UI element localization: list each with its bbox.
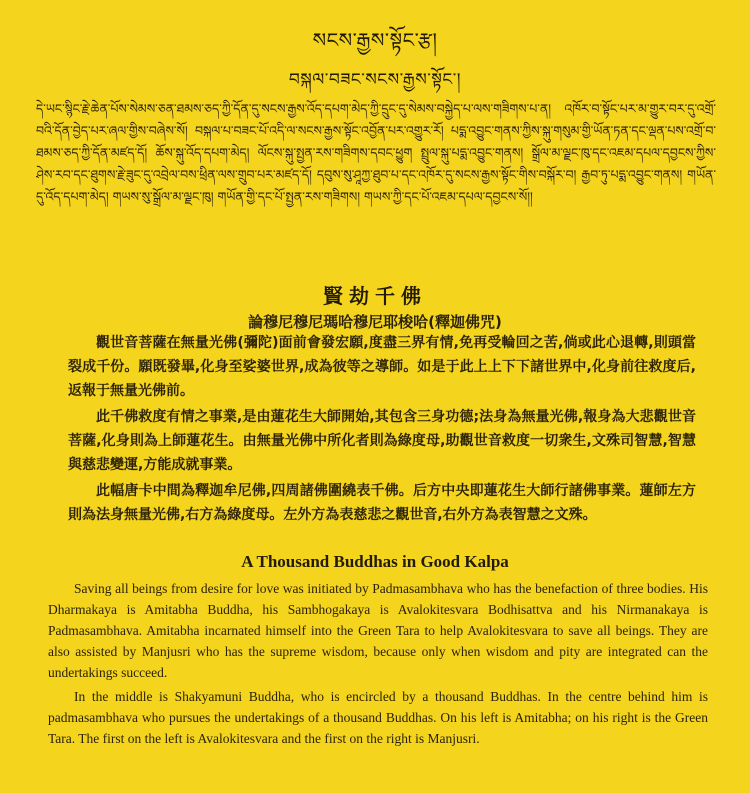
- english-paragraph-2: In the middle is Shakyamuni Buddha, who is encircled by a thousand Buddhas. In the centre behind him is padmasambhava who pursues the undertakings of a thousand Buddhas. On his left is Amitabha; on his right is the Green Tara. The first on the left is Avalokitesvara and the first on the right is Manjusri.: [48, 689, 708, 746]
- tibetan-body-text: དེ་ཡང་སྙིང་རྗེ་ཆེན་པོས་སེམས་ཅན་ཐམས་ཅད་ཀྱི་དོན་དུ་སངས་རྒྱས་འོད་དཔག་མེད་ཀྱི་དྲུང་དུ་སེམས་བསྐྱེད་པ་ལས་གཟིགས་པ་ན། འཁོར་བ་སྟོང་པར་མ་གྱུར་བར་དུ་འགྲོ་བའི་དོན་བྱེད་པར་ཞལ་གྱིས་བཞེས་སོ། བསྐལ་པ་བཟང་པོ་འདི་ལ་སངས་རྒྱས་སྟོང་འབྱོན་པར་འགྱུར་རོ། པདྨ་འབྱུང་གནས་ཀྱིས་སྐུ་གསུམ་གྱི་ཡོན་ཏན་དང་ལྡན་པས་འགྲོ་བ་ཐམས་ཅད་ཀྱི་དོན་མཛད་དོ། ཆོས་སྐུ་འོད་དཔག་མེད། ལོངས་སྐུ་སྤྱན་རས་གཟིགས་དབང་ཕྱུག སྤྲུལ་སྐུ་པདྨ་འབྱུང་གནས། སྒྲོལ་མ་ལྗང་ཁུ་དང་འཇམ་དཔལ་དབྱངས་ཀྱིས་ཤེས་རབ་དང་ཐུགས་རྗེ་ཟུང་དུ་འབྲེལ་བས་ཕྲིན་ལས་གྲུབ་པར་མཛད་དོ། དབུས་སུ་ཤཱཀྱ་ཐུབ་པ་དང་འཁོར་དུ་སངས་རྒྱས་སྟོང་གིས་བསྐོར་བ། རྒྱབ་ཏུ་པདྨ་འབྱུང་གནས། གཡོན་དུ་འོད་དཔག་མེད། གཡས་སུ་སྒྲོལ་མ་ལྗང་ཁུ། གཡོན་གྱི་དང་པོ་སྤྱན་རས་གཟིགས། གཡས་ཀྱི་དང་པོ་འཇམ་དཔལ་དབྱངས་སོ།།: [36, 101, 716, 204]
- english-paragraph-1: Saving all beings from desire for love was initiated by Padmasambhava who has the benefaction of three bodies. His Dharmakaya is Amitabha Buddha, his Sambhogakaya is Avalokitesvara Bodhisattva and his Nirmanakaya is Padmasambhava. Amitabha incarnated himself into the Green Tara to help Avalokitesvara to save all beings. They are also assisted by Manjusri who has the supreme wisdom, because only when wisdom and pity are integrated can the undertakings succeed.: [48, 581, 708, 680]
- chinese-paragraph-2: 此千佛救度有情之事業,是由蓮花生大師開始,其包含三身功德;法身為無量光佛,報身為大悲觀世音菩薩,化身則為上師蓮花生。由無量光佛中所化者則為綠度母,助觀世音救度一切衆生,文殊司智慧,智慧與慈悲變運,方能成就事業。: [68, 409, 696, 473]
- chinese-paragraph-3: 此幅唐卡中間為釋迦牟尼佛,四周諸佛圍繞表千佛。后方中央即蓮花生大師行諸佛事業。蓮師左方則為法身無量光佛,右方為綠度母。左外方為表慈悲之觀世音,右外方為表智慧之文殊。: [68, 483, 696, 523]
- chinese-paragraph-1: 觀世音菩薩在無量光佛(彌陀)面前會發宏願,度盡三界有情,免再受輪回之苦,倘或此心退轉,則頭當裂成千份。願既發畢,化身至娑婆世界,成為彼等之導師。如是于此上上下下諸世界中,化身前往救度后,返報于無量光佛前。: [68, 335, 696, 399]
- chinese-subtitle-mantra: 論穆尼穆尼瑪哈穆尼耶梭哈(釋迦佛咒): [248, 313, 502, 331]
- chinese-title: 賢劫千佛: [323, 284, 427, 308]
- tibetan-title-line-1: སངས་རྒྱས་སྟོང་རྩ།: [312, 28, 438, 52]
- tibetan-title-line-2: བསྐལ་བཟང་སངས་རྒྱས་སྟོང་།: [288, 70, 462, 90]
- english-title: A Thousand Buddhas in Good Kalpa: [241, 552, 509, 571]
